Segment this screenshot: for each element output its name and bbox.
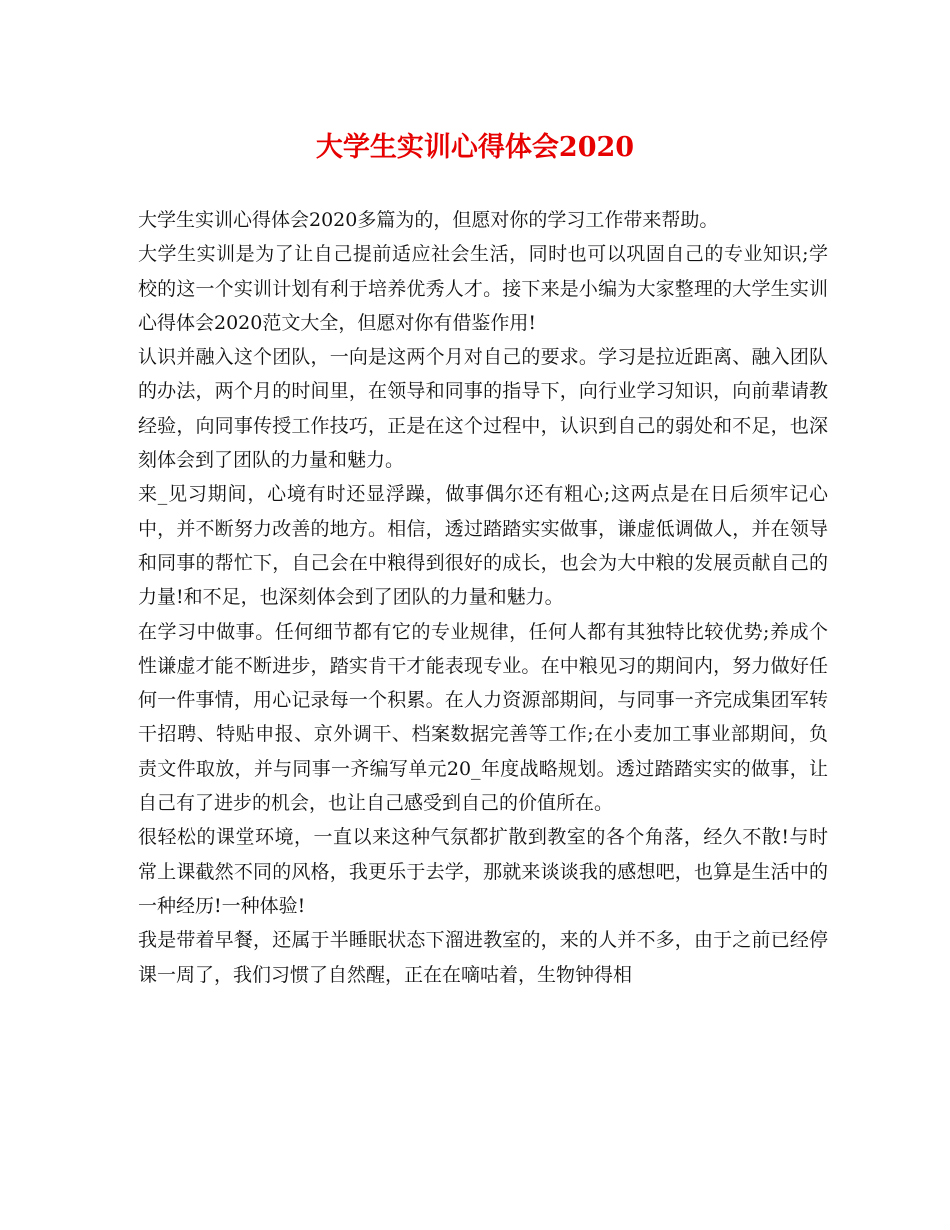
paragraph: 来_见习期间，心境有时还显浮躁，做事偶尔还有粗心;这两点是在日后须牢记心中，并不断努力改善的地方。相信，透过踏踏实实做事，谦虚低调做人，并在领导和同事的帮忙下，自己会在中粮得到很好的成长，也会为大中粮的发展贡献自己的力量!和不足，也深刻体会到了团队的力量和魅力。	[138, 483, 828, 609]
document-body	[138, 203, 828, 992]
paragraph: 我是带着早餐，还属于半睡眠状态下溜进教室的，来的人并不多，由于之前已经停课一周了，我们习惯了自然醒，正在在嘀咕着，生物钟得相	[138, 929, 828, 986]
paragraph: 很轻松的课堂环境，一直以来这种气氛都扩散到教室的各个角落，经久不散!与时常上课截然不同的风格，我更乐于去学，那就来谈谈我的感想吧，也算是生活中的一种经历!一种体验!	[138, 826, 828, 917]
paragraph: 认识并融入这个团队，一向是这两个月对自己的要求。学习是拉近距离、融入团队的办法，两个月的时间里，在领导和同事的指导下，向行业学习知识，向前辈请教经验，向同事传授工作技巧，正是在这个过程中，认识到自己的弱处和不足，也深刻体会到了团队的力量和魅力。	[138, 346, 828, 472]
paragraph: 大学生实训是为了让自己提前适应社会生活，同时也可以巩固自己的专业知识;学校的这一个实训计划有利于培养优秀人才。接下来是小编为大家整理的大学生实训心得体会2020范文大全，但愿对你有借鉴作用!	[138, 243, 828, 334]
paragraph: 在学习中做事。任何细节都有它的专业规律，任何人都有其独特比较优势;养成个性谦虚才能不断进步，踏实肯干才能表现专业。在中粮见习的期间内，努力做好任何一件事情，用心记录每一个积累。在人力资源部期间，与同事一齐完成集团军转干招聘、特贴申报、京外调干、档案数据完善等工作;在小麦加工事业部期间，负责文件取放，并与同事一齐编写单元20_年度战略规划。透过踏踏实实的做事，让自己有了进步的机会，也让自己感受到自己的价值所在。	[138, 620, 828, 815]
document-title: 大学生实训心得体会2020	[315, 132, 635, 163]
paragraph: 大学生实训心得体会2020多篇为的，但愿对你的学习工作带来帮助。	[138, 209, 719, 231]
